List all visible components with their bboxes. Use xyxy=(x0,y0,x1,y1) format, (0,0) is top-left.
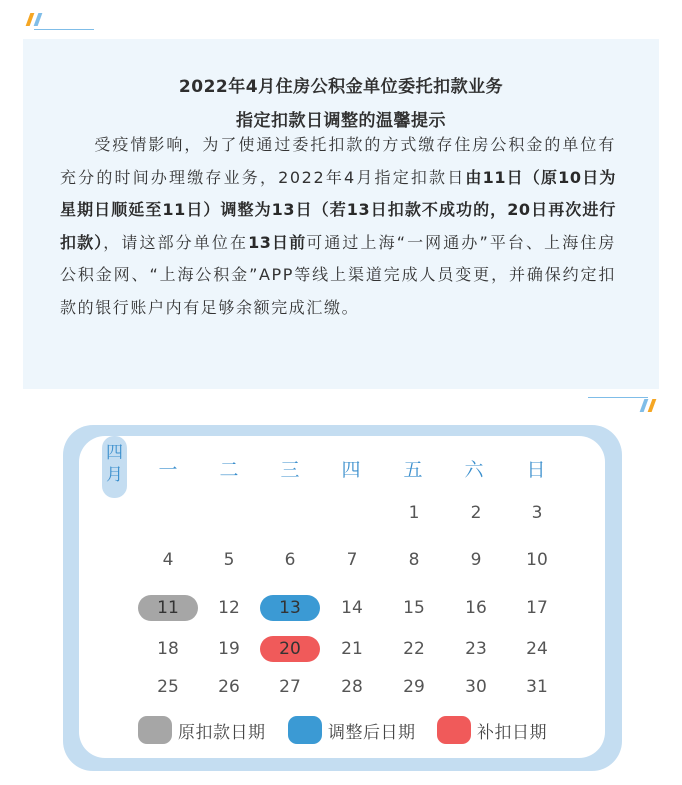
notice-title-line2: 指定扣款日调整的温馨提示 xyxy=(236,111,446,131)
calendar-day: 24 xyxy=(526,639,548,659)
month-tag xyxy=(102,436,127,498)
calendar-day: 27 xyxy=(279,677,301,697)
weekday-fri: 五 xyxy=(403,459,423,481)
legend-original xyxy=(138,715,266,745)
calendar-day: 10 xyxy=(526,550,548,570)
body-bold-part1: 由11日（原10日为星期日顺延至11日）调整为13日（若13日扣款不成功的，20日再次进行扣款） xyxy=(60,167,616,252)
weekday-tue: 二 xyxy=(219,459,239,481)
calendar-day: 29 xyxy=(403,677,425,697)
bottom-right-decoration xyxy=(588,393,658,415)
legend-retry xyxy=(437,715,547,745)
calendar-day: 13 xyxy=(260,595,320,621)
notice-title-line1: 2022年4月住房公积金单位委托扣款业务 xyxy=(178,77,504,97)
calendar-day: 20 xyxy=(260,636,320,662)
legend-swatch-retry xyxy=(437,716,471,744)
body-bold-part2: 13日前 xyxy=(248,232,307,252)
body-text-part2: ，请这部分单位在 xyxy=(103,232,249,252)
calendar-day: 19 xyxy=(218,639,240,659)
weekday-mon: 一 xyxy=(158,459,178,481)
calendar-day: 21 xyxy=(341,639,363,659)
body-text-part3: 可通过上海“一网通办”平台、上海住房公积金网、“上海公积金”APP等线上渠道完成人员变更，并确保约定扣款的银行账户内有足够余额完成汇缴。 xyxy=(60,232,616,317)
calendar-day: 3 xyxy=(531,503,543,523)
calendar-day: 11 xyxy=(138,595,198,621)
legend-label-retry: 补扣日期 xyxy=(477,722,547,743)
calendar-day: 22 xyxy=(403,639,425,659)
calendar-day: 4 xyxy=(162,550,174,570)
calendar-day: 18 xyxy=(157,639,179,659)
calendar-day: 1 xyxy=(408,503,420,523)
body-text-part1: 受疫情影响，为了使通过委托扣款的方式缴存住房公积金的单位有充分的时间办理缴存业务，2022年4月指定扣款日 xyxy=(60,135,616,187)
calendar-day: 6 xyxy=(284,550,296,570)
calendar-day: 9 xyxy=(470,550,482,570)
calendar-day: 2 xyxy=(470,503,482,523)
calendar-day: 17 xyxy=(526,598,548,618)
calendar-day: 16 xyxy=(465,598,487,618)
legend-label-original: 原扣款日期 xyxy=(178,722,266,743)
calendar-day: 15 xyxy=(403,598,425,618)
calendar-day: 12 xyxy=(218,598,240,618)
weekday-sat: 六 xyxy=(464,459,484,481)
weekday-wed: 三 xyxy=(280,459,300,481)
month-char-2: 月 xyxy=(106,465,123,485)
calendar-day: 30 xyxy=(465,677,487,697)
calendar-day: 31 xyxy=(526,677,548,697)
legend-swatch-adjusted xyxy=(288,716,322,744)
calendar-day: 8 xyxy=(408,550,420,570)
notice-body xyxy=(60,129,616,325)
calendar-day: 28 xyxy=(341,677,363,697)
legend-label-adjusted: 调整后日期 xyxy=(328,722,416,743)
legend-swatch-original xyxy=(138,716,172,744)
weekday-thu: 四 xyxy=(341,459,361,481)
month-char-1: 四 xyxy=(106,443,123,463)
calendar-day: 14 xyxy=(341,598,363,618)
legend-adjusted xyxy=(288,715,416,745)
calendar-day: 26 xyxy=(218,677,240,697)
top-left-decoration xyxy=(24,10,94,32)
calendar-day: 5 xyxy=(223,550,235,570)
calendar-day: 25 xyxy=(157,677,179,697)
calendar-day: 7 xyxy=(346,550,358,570)
weekday-sun: 日 xyxy=(526,459,546,481)
calendar-day: 23 xyxy=(465,639,487,659)
